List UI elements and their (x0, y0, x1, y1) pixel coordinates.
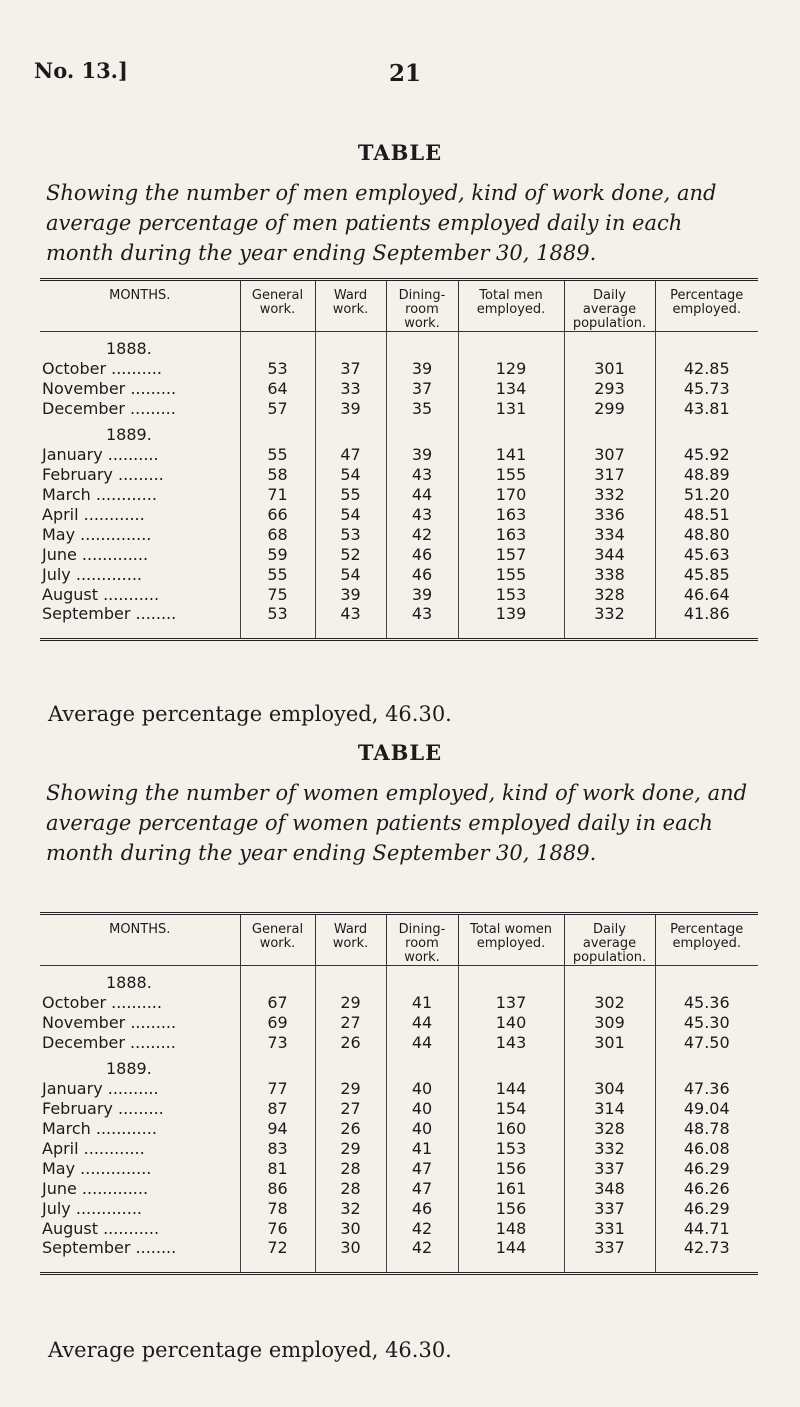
population-cell: 337 (564, 1158, 655, 1178)
total-cell: 141 (458, 444, 564, 464)
ward-cell: 37 (315, 358, 386, 378)
ward-cell: 30 (315, 1238, 386, 1274)
year-label: 1889. (106, 1059, 152, 1078)
dining-cell: 44 (386, 1012, 458, 1032)
table-row (40, 464, 758, 484)
dot-leader: .............. (75, 1158, 152, 1178)
month-cell (40, 398, 240, 418)
ward-cell: 30 (315, 1218, 386, 1238)
total-cell: 163 (458, 524, 564, 544)
empty-cell (458, 1052, 564, 1078)
empty-cell (655, 418, 758, 444)
column-header: Dining-room work. (386, 914, 458, 966)
month-cell (40, 1078, 240, 1098)
men-table-caption: Showing the number of men employed, kind of work done, and average percentage of men patients employed daily in each month during the year ending September 30, 1889. (46, 181, 717, 265)
dining-cell: 35 (386, 398, 458, 418)
empty-cell (458, 332, 564, 359)
column-header: General work. (240, 280, 315, 332)
ward-cell: 54 (315, 464, 386, 484)
empty-cell (240, 332, 315, 359)
table-row (40, 484, 758, 504)
empty-cell (458, 966, 564, 993)
month-cell (40, 504, 240, 524)
general-cell: 94 (240, 1118, 315, 1138)
ward-cell: 26 (315, 1118, 386, 1138)
total-cell: 161 (458, 1178, 564, 1198)
dining-cell: 40 (386, 1078, 458, 1098)
month-cell (40, 1158, 240, 1178)
dining-cell: 46 (386, 564, 458, 584)
column-header: Ward work. (315, 914, 386, 966)
ward-cell: 52 (315, 544, 386, 564)
dining-cell: 44 (386, 1032, 458, 1052)
dining-cell: 47 (386, 1158, 458, 1178)
empty-cell (564, 1052, 655, 1078)
page-header (34, 58, 774, 98)
column-header: Ward work. (315, 280, 386, 332)
percentage-cell: 48.51 (655, 504, 758, 524)
table-row (40, 398, 758, 418)
year-label: 1888. (106, 339, 152, 358)
population-cell: 328 (564, 1118, 655, 1138)
men-average-percentage: Average percentage employed, 46.30. (48, 702, 452, 726)
month-label: May (42, 524, 76, 544)
month-label: April (42, 504, 79, 524)
empty-cell (240, 418, 315, 444)
general-cell: 64 (240, 378, 315, 398)
page-number: 21 (389, 60, 422, 87)
ward-cell: 33 (315, 378, 386, 398)
percentage-cell: 47.36 (655, 1078, 758, 1098)
empty-cell (655, 1052, 758, 1078)
ward-cell: 39 (315, 398, 386, 418)
general-cell: 86 (240, 1178, 315, 1198)
empty-cell (386, 332, 458, 359)
month-cell (40, 358, 240, 378)
ward-cell: 28 (315, 1178, 386, 1198)
dining-cell: 44 (386, 484, 458, 504)
month-cell (40, 1138, 240, 1158)
percentage-cell: 48.78 (655, 1118, 758, 1138)
month-label: May (42, 1158, 76, 1178)
month-label: March (42, 1118, 91, 1138)
column-header: Total women employed. (458, 914, 564, 966)
population-cell: 337 (564, 1198, 655, 1218)
women-average-percentage: Average percentage employed, 46.30. (48, 1338, 452, 1362)
percentage-cell: 45.92 (655, 444, 758, 464)
year-label: 1888. (106, 973, 152, 992)
population-cell: 331 (564, 1218, 655, 1238)
total-cell: 144 (458, 1238, 564, 1274)
table-row (40, 544, 758, 564)
total-cell: 155 (458, 464, 564, 484)
month-cell (40, 1178, 240, 1198)
women-table-title: TABLE (357, 740, 443, 765)
women-table-caption: Showing the number of women employed, kind of work done, and average percentage of women patients employed daily in each month during the year ending September 30, 1889. (46, 781, 748, 865)
table-row (40, 584, 758, 604)
empty-cell (315, 966, 386, 993)
dot-leader: ........ (130, 604, 177, 623)
table-row (40, 1118, 758, 1138)
men-table-title: TABLE (357, 140, 443, 165)
percentage-cell: 45.30 (655, 1012, 758, 1032)
month-label: February (42, 1098, 113, 1118)
percentage-cell: 45.36 (655, 992, 758, 1012)
month-label: April (42, 1138, 79, 1158)
month-label: June (42, 1178, 77, 1198)
table-row (40, 1178, 758, 1198)
dot-leader: ......... (124, 1032, 176, 1052)
percentage-cell: 46.29 (655, 1158, 758, 1178)
population-cell: 299 (564, 398, 655, 418)
percentage-cell: 46.64 (655, 584, 758, 604)
population-cell: 338 (564, 564, 655, 584)
dot-leader: ............ (78, 1138, 145, 1158)
population-cell: 344 (564, 544, 655, 564)
percentage-cell: 48.80 (655, 524, 758, 544)
men-employment-table (40, 278, 758, 641)
percentage-cell: 42.85 (655, 358, 758, 378)
column-header: Daily average population. (564, 914, 655, 966)
month-label: December (42, 398, 125, 418)
general-cell: 57 (240, 398, 315, 418)
month-label: November (42, 378, 126, 398)
ward-cell: 43 (315, 604, 386, 640)
total-cell: 131 (458, 398, 564, 418)
dot-leader: ......... (112, 464, 164, 484)
month-label: November (42, 1012, 126, 1032)
column-header: General work. (240, 914, 315, 966)
dining-cell: 37 (386, 378, 458, 398)
ward-cell: 53 (315, 524, 386, 544)
ward-cell: 29 (315, 992, 386, 1012)
dining-cell: 43 (386, 464, 458, 484)
population-cell: 328 (564, 584, 655, 604)
table-row (40, 504, 758, 524)
general-cell: 77 (240, 1078, 315, 1098)
percentage-cell: 43.81 (655, 398, 758, 418)
year-row (40, 418, 758, 444)
ward-cell: 26 (315, 1032, 386, 1052)
empty-cell (240, 1052, 315, 1078)
table-row (40, 378, 758, 398)
total-cell: 144 (458, 1078, 564, 1098)
empty-cell (564, 418, 655, 444)
dot-leader: ........ (130, 1238, 177, 1257)
general-cell: 76 (240, 1218, 315, 1238)
dot-leader: ............. (70, 1198, 142, 1218)
table-row (40, 1078, 758, 1098)
year-row (40, 332, 758, 359)
general-cell: 55 (240, 444, 315, 464)
general-cell: 67 (240, 992, 315, 1012)
population-cell: 307 (564, 444, 655, 464)
percentage-cell: 51.20 (655, 484, 758, 504)
percentage-cell: 44.71 (655, 1218, 758, 1238)
month-label: July (42, 564, 71, 584)
table-row (40, 358, 758, 378)
table-row (40, 1158, 758, 1178)
total-cell: 134 (458, 378, 564, 398)
dot-leader: .............. (75, 524, 152, 544)
table-row (40, 1138, 758, 1158)
dining-cell: 39 (386, 444, 458, 464)
month-cell (40, 1098, 240, 1118)
ward-cell: 54 (315, 564, 386, 584)
dot-leader: ........... (98, 584, 160, 604)
month-cell (40, 544, 240, 564)
percentage-cell: 42.73 (655, 1238, 758, 1274)
percentage-cell: 46.26 (655, 1178, 758, 1198)
dining-cell: 40 (386, 1098, 458, 1118)
total-cell: 137 (458, 992, 564, 1012)
dot-leader: ............. (70, 564, 142, 584)
population-cell: 336 (564, 504, 655, 524)
empty-cell (386, 966, 458, 993)
population-cell: 304 (564, 1078, 655, 1098)
general-cell: 59 (240, 544, 315, 564)
general-cell: 69 (240, 1012, 315, 1032)
month-cell (40, 1032, 240, 1052)
population-cell: 332 (564, 604, 655, 640)
empty-cell (564, 332, 655, 359)
dining-cell: 41 (386, 992, 458, 1012)
dining-cell: 43 (386, 504, 458, 524)
total-cell: 155 (458, 564, 564, 584)
general-cell: 66 (240, 504, 315, 524)
month-cell (40, 1118, 240, 1138)
month-label: January (42, 1078, 103, 1098)
population-cell: 337 (564, 1238, 655, 1274)
empty-cell (315, 418, 386, 444)
dot-leader: ............ (78, 504, 145, 524)
women-employment-table (40, 912, 758, 1275)
dot-leader: ............ (90, 484, 157, 504)
general-cell: 71 (240, 484, 315, 504)
ward-cell: 55 (315, 484, 386, 504)
percentage-cell: 49.04 (655, 1098, 758, 1118)
population-cell: 309 (564, 1012, 655, 1032)
ward-cell: 29 (315, 1078, 386, 1098)
month-cell (40, 992, 240, 1012)
table-row (40, 524, 758, 544)
general-cell: 72 (240, 1238, 315, 1274)
dining-cell: 40 (386, 1118, 458, 1138)
month-cell (40, 484, 240, 504)
column-header: MONTHS. (40, 914, 240, 966)
column-header: Dining-room work. (386, 280, 458, 332)
month-cell (40, 1198, 240, 1218)
month-label: August (42, 584, 98, 604)
month-label: September (42, 1238, 131, 1257)
year-row (40, 1052, 758, 1078)
dining-cell: 39 (386, 584, 458, 604)
dot-leader: .......... (102, 444, 159, 464)
empty-cell (458, 418, 564, 444)
population-cell: 293 (564, 378, 655, 398)
month-label: October (42, 358, 107, 378)
month-label: March (42, 484, 91, 504)
dot-leader: .......... (102, 1078, 159, 1098)
men-header-row (40, 280, 758, 332)
month-cell (40, 604, 240, 640)
total-cell: 140 (458, 1012, 564, 1032)
month-cell (40, 1012, 240, 1032)
ward-cell: 27 (315, 1098, 386, 1118)
ward-cell: 27 (315, 1012, 386, 1032)
month-label: February (42, 464, 113, 484)
column-header: Percentage employed. (655, 914, 758, 966)
year-label: 1889. (106, 425, 152, 444)
dining-cell: 46 (386, 544, 458, 564)
month-label: December (42, 1032, 125, 1052)
total-cell: 153 (458, 1138, 564, 1158)
table-row (40, 604, 758, 640)
dining-cell: 47 (386, 1178, 458, 1198)
dining-cell: 46 (386, 1198, 458, 1218)
total-cell: 163 (458, 504, 564, 524)
ward-cell: 47 (315, 444, 386, 464)
total-cell: 129 (458, 358, 564, 378)
month-cell (40, 378, 240, 398)
month-label: July (42, 1198, 71, 1218)
table-row (40, 992, 758, 1012)
empty-cell (240, 966, 315, 993)
month-label: October (42, 992, 107, 1012)
general-cell: 83 (240, 1138, 315, 1158)
population-cell: 301 (564, 1032, 655, 1052)
general-cell: 73 (240, 1032, 315, 1052)
table-row (40, 1098, 758, 1118)
total-cell: 153 (458, 584, 564, 604)
dot-leader: ............. (76, 544, 149, 564)
population-cell: 301 (564, 358, 655, 378)
empty-cell (386, 418, 458, 444)
month-label: August (42, 1218, 98, 1238)
dot-leader: ........... (98, 1218, 160, 1238)
dot-leader: ............ (90, 1118, 157, 1138)
general-cell: 68 (240, 524, 315, 544)
table-row (40, 1198, 758, 1218)
month-cell (40, 564, 240, 584)
month-label: June (42, 544, 77, 564)
dot-leader: ......... (124, 398, 176, 418)
month-cell (40, 584, 240, 604)
general-cell: 53 (240, 358, 315, 378)
empty-cell (315, 332, 386, 359)
month-cell (40, 1238, 240, 1274)
ward-cell: 29 (315, 1138, 386, 1158)
dining-cell: 42 (386, 524, 458, 544)
table-row (40, 564, 758, 584)
general-cell: 87 (240, 1098, 315, 1118)
dining-cell: 41 (386, 1138, 458, 1158)
population-cell: 348 (564, 1178, 655, 1198)
dining-cell: 39 (386, 358, 458, 378)
percentage-cell: 45.85 (655, 564, 758, 584)
dot-leader: .......... (106, 992, 162, 1012)
population-cell: 332 (564, 484, 655, 504)
empty-cell (655, 332, 758, 359)
percentage-cell: 46.29 (655, 1198, 758, 1218)
total-cell: 143 (458, 1032, 564, 1052)
table-row (40, 1238, 758, 1274)
women-header-row (40, 914, 758, 966)
population-cell: 302 (564, 992, 655, 1012)
general-cell: 81 (240, 1158, 315, 1178)
empty-cell (655, 966, 758, 993)
empty-cell (564, 966, 655, 993)
month-label: September (42, 604, 131, 623)
total-cell: 156 (458, 1158, 564, 1178)
population-cell: 334 (564, 524, 655, 544)
month-cell (40, 444, 240, 464)
column-header: Daily average population. (564, 280, 655, 332)
column-header: MONTHS. (40, 280, 240, 332)
month-label: January (42, 444, 103, 464)
total-cell: 139 (458, 604, 564, 640)
ward-cell: 32 (315, 1198, 386, 1218)
year-row (40, 966, 758, 993)
general-cell: 58 (240, 464, 315, 484)
dot-leader: ............. (76, 1178, 149, 1198)
dining-cell: 43 (386, 604, 458, 640)
general-cell: 55 (240, 564, 315, 584)
dot-leader: .......... (106, 358, 162, 378)
empty-cell (386, 1052, 458, 1078)
dining-cell: 42 (386, 1218, 458, 1238)
population-cell: 317 (564, 464, 655, 484)
percentage-cell: 45.73 (655, 378, 758, 398)
percentage-cell: 48.89 (655, 464, 758, 484)
dining-cell: 42 (386, 1238, 458, 1274)
month-cell (40, 524, 240, 544)
general-cell: 78 (240, 1198, 315, 1218)
population-cell: 332 (564, 1138, 655, 1158)
percentage-cell: 45.63 (655, 544, 758, 564)
dot-leader: ......... (112, 1098, 164, 1118)
table-row (40, 1012, 758, 1032)
total-cell: 156 (458, 1198, 564, 1218)
total-cell: 154 (458, 1098, 564, 1118)
empty-cell (315, 1052, 386, 1078)
table-row (40, 1032, 758, 1052)
general-cell: 53 (240, 604, 315, 640)
total-cell: 148 (458, 1218, 564, 1238)
table-row (40, 444, 758, 464)
total-cell: 170 (458, 484, 564, 504)
ward-cell: 54 (315, 504, 386, 524)
document-number: No. 13.] (34, 58, 128, 83)
percentage-cell: 47.50 (655, 1032, 758, 1052)
dot-leader: ......... (125, 1012, 177, 1032)
ward-cell: 28 (315, 1158, 386, 1178)
total-cell: 160 (458, 1118, 564, 1138)
month-cell (40, 1218, 240, 1238)
general-cell: 75 (240, 584, 315, 604)
dot-leader: ......... (125, 378, 177, 398)
percentage-cell: 46.08 (655, 1138, 758, 1158)
column-header: Percentage employed. (655, 280, 758, 332)
population-cell: 314 (564, 1098, 655, 1118)
column-header: Total men employed. (458, 280, 564, 332)
ward-cell: 39 (315, 584, 386, 604)
total-cell: 157 (458, 544, 564, 564)
month-cell (40, 464, 240, 484)
percentage-cell: 41.86 (655, 604, 758, 640)
table-row (40, 1218, 758, 1238)
